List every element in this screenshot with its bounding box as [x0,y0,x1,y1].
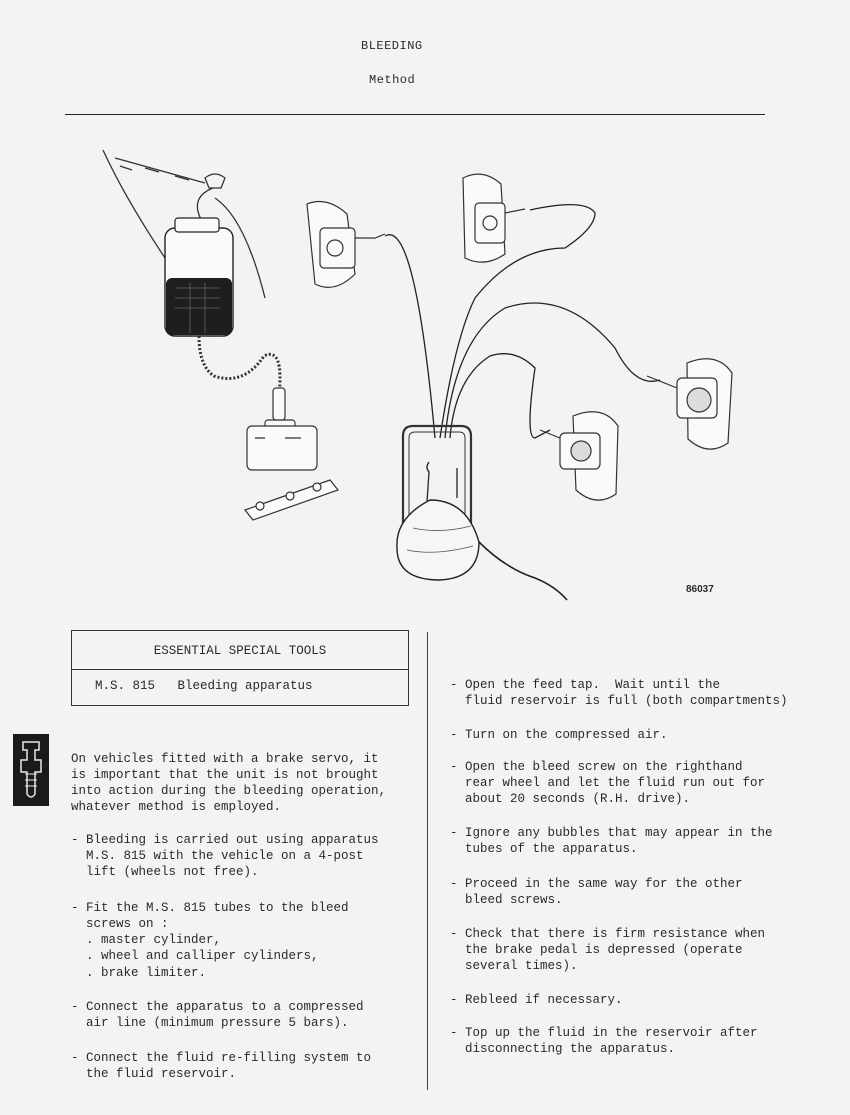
page-title: BLEEDING [361,39,423,53]
column-divider [427,632,428,1090]
air-line [479,542,567,600]
text-line: the brake pedal is depressed (operate [450,942,743,957]
text-line: - Connect the fluid re-filling system to [71,1050,372,1065]
text-line: - Open the bleed screw on the righthand [450,759,743,774]
text-line: On vehicles fitted with a brake servo, it [71,751,379,766]
text-line: - Open the feed tap. Wait until the [450,677,721,692]
step-top-up [450,992,758,1090]
text-line: disconnecting the apparatus. [450,1041,676,1056]
text-line: - Ignore any bubbles that may appear in the [450,825,773,840]
text-line: . wheel and calliper cylinders, [71,949,319,964]
fluid-reservoir-icon [165,218,233,336]
text-line: - Top up the fluid in the reservoir after [450,1025,758,1040]
text-line: about 20 seconds (R.H. drive). [450,792,691,807]
tool-code: M.S. 815 [95,679,156,693]
text-line: - Proceed in the same way for the other [450,876,743,891]
essential-tools-box [71,630,409,706]
rear-left-calliper-icon [540,412,618,500]
bleeding-apparatus-illustration [95,138,755,608]
engine-bay-outline [103,150,165,258]
header-rule [65,114,765,115]
text-line: M.S. 815 with the vehicle on a 4-post [71,848,364,863]
text-line: - Rebleed if necessary. [450,992,623,1007]
text-line: - Fit the M.S. 815 tubes to the bleed [71,900,349,915]
text-line: into action during the bleeding operation, [71,784,387,799]
text-line: bleed screws. [450,892,563,907]
text-line: tubes of the apparatus. [450,841,638,856]
essential-tools-heading: ESSENTIAL SPECIAL TOOLS [72,631,408,670]
text-line: - Turn on the compressed air. [450,727,668,742]
pressure-tank-icon [397,426,567,600]
text-line: - Connect the apparatus to a compressed [71,999,364,1014]
tool-row [95,670,313,702]
reservoir-cap [205,174,225,188]
text-line: fluid reservoir is full (both compartments) [450,693,788,708]
text-line: is important that the unit is not brought [71,767,379,782]
figure-reference-code: 86037 [686,584,714,595]
tool-name: Bleeding apparatus [177,679,313,693]
text-line: - Bleeding is carried out using apparatus [71,832,379,847]
text-line: air line (minimum pressure 5 bars). [71,1015,349,1030]
text-line: - Check that there is firm resistance when [450,926,766,941]
text-line: several times). [450,959,578,974]
text-line: lift (wheels not free). [71,865,259,880]
bleed-tubes [385,205,660,438]
text-line: screws on : [71,916,169,931]
step-connect-refill [71,1017,371,1115]
master-cylinder-icon [245,388,338,520]
brake-section-tab-icon [13,734,49,806]
front-left-calliper-icon [307,202,385,288]
text-line: rear wheel and let the fluid run out for [450,775,766,790]
text-line: . brake limiter. [71,965,207,980]
text-line: the fluid reservoir. [71,1066,237,1081]
text-line: . master cylinder, [71,933,222,948]
text-line: whatever method is employed. [71,800,282,815]
front-right-calliper-icon [463,174,525,262]
rear-right-calliper-icon [647,359,732,449]
page-subtitle: Method [369,73,416,87]
